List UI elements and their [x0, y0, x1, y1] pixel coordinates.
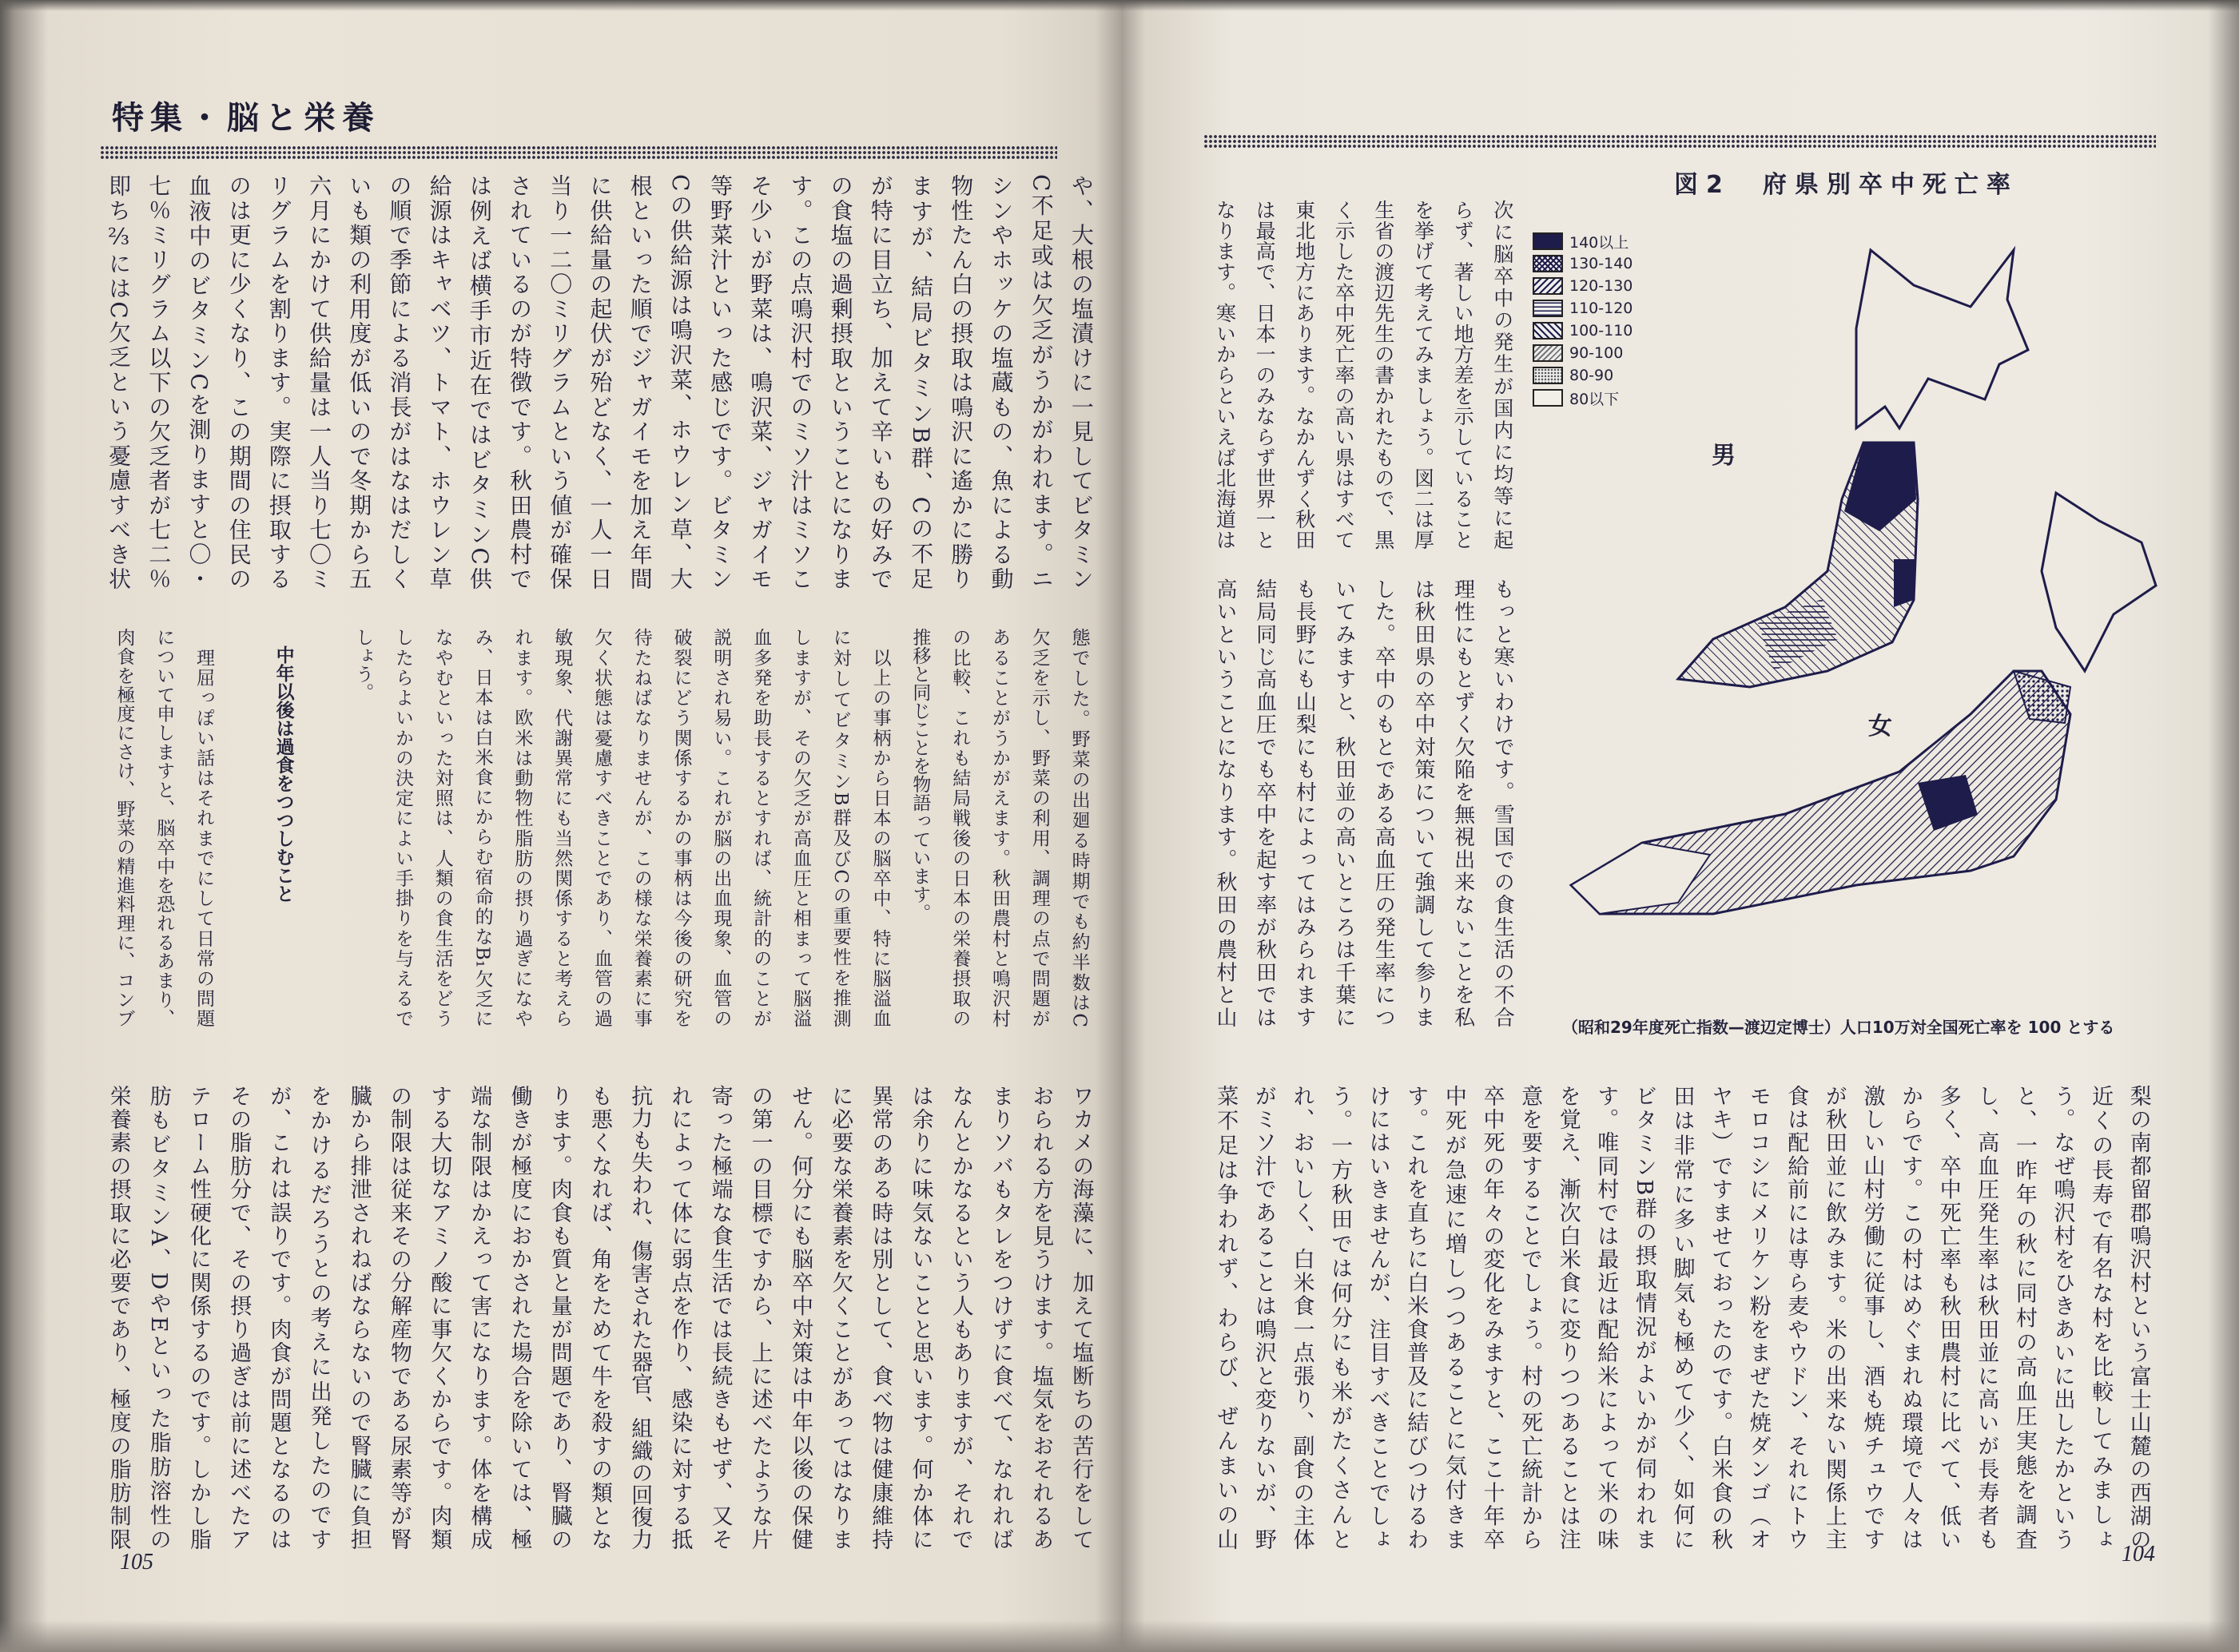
- page-number-right: 104: [2122, 1542, 2155, 1567]
- text-column: しますが、その欠乏が高血圧と相まって脳溢: [790, 628, 811, 1027]
- text-column: す。この点鳴沢村でのミソ汁はミソこ: [787, 174, 814, 590]
- text-column: も悪くなれば、角をためて牛を殺すの類とな: [587, 1085, 612, 1550]
- text-column: れます。欧米は動物性脂肪の摂り過ぎになや: [511, 628, 533, 1027]
- text-column: からです。この村はめぐまれぬ環境で人々は: [1898, 1085, 1923, 1550]
- text-column: 次に脳卒中の発生が国内に均等に起: [1490, 200, 1514, 550]
- text-column: 近くの長寿で有名な村を比較してみましょ: [2088, 1085, 2114, 1550]
- text-column: の食塩の過剰摂取ということになりま: [827, 174, 854, 590]
- text-column: 卒中死の年々の変化をみますと、ここ十年卒: [1479, 1085, 1505, 1550]
- text-column: 働きが極度におかされた場合を除いては、極: [507, 1085, 532, 1550]
- text-column: されているのが特徴です。秋田農村で: [507, 174, 534, 590]
- text-column: ますが、結局ビタミンB群、Cの不足: [908, 174, 935, 590]
- text-column: 菜不足は争われず、わらび、ぜんまいの山: [1213, 1085, 1239, 1550]
- text-column: ヤキ）ですませておったのです。白米食の秋: [1708, 1085, 1733, 1550]
- text-column: しょう。: [352, 628, 374, 701]
- text-column: 以上の事柄から日本の脳卒中、特に脳溢血: [869, 628, 891, 1027]
- text-column: C不足或は欠乏がうかがわれます。ニ: [1028, 174, 1055, 590]
- text-column: 肉食を極度にさけ、野菜の精進料理に、コンブ: [113, 628, 135, 1027]
- text-column: Cの供給源は鳴沢菜、ホウレン草、大: [666, 174, 694, 590]
- scan-edge-top: [0, 0, 2239, 11]
- text-column: 欠く状態は憂慮すべきことであり、血管の過: [591, 628, 612, 1027]
- text-column: や、大根の塩漬けに一見してビタミン: [1068, 174, 1095, 590]
- text-column: れ、おいしく、白米食一点張り、副食の主体: [1289, 1085, 1314, 1550]
- text-column: シンやホッケの塩蔵もの、魚による動: [988, 174, 1015, 590]
- text-column: あることがうかがえます。秋田農村と鳴沢村: [989, 628, 1010, 1027]
- page-number-left: 105: [120, 1550, 153, 1575]
- legend-label: 130-140: [1569, 255, 1633, 272]
- text-column: いも類の利用度が低いので冬期から五: [346, 174, 373, 590]
- japan-map-figure: [1518, 224, 2173, 959]
- text-column: 生省の渡辺先生の書かれたもので、黒: [1371, 200, 1395, 550]
- left-top-text-block: [98, 174, 1101, 590]
- text-column: した。卒中のもとである高血圧の発生率につ: [1371, 578, 1396, 1027]
- legend-label: 90-100: [1569, 344, 1624, 362]
- text-column: リグラムを割ります。実際に摂取する: [265, 174, 292, 590]
- text-column: 欠乏を示し、野菜の利用、調理の点で問題が: [1028, 628, 1050, 1027]
- text-column: 田は非常に多い脚気も極めて少く、如何に: [1669, 1085, 1695, 1550]
- dotted-rule-right: [1203, 134, 2156, 149]
- text-column: す。これを直ちに白米食普及に結びつけるわ: [1403, 1085, 1429, 1550]
- text-column: 当り一二〇ミリグラムという値が確保: [547, 174, 574, 590]
- text-column: まりソバもタレをつけずに食べて、なれれば: [988, 1085, 1013, 1550]
- text-column: をかけるだろうとの考えに出発したのです: [306, 1085, 332, 1550]
- text-column: を覚え、漸次白米食に変りつつあることは注: [1555, 1085, 1581, 1550]
- text-column: は例えば横手市近在ではビタミンC供: [466, 174, 493, 590]
- map-label-male: 男: [1712, 442, 1736, 470]
- text-column: が、これは誤りです。肉食が問題となるのは: [266, 1085, 292, 1550]
- text-column: の制限は従来その分解産物である尿素等が腎: [387, 1085, 412, 1550]
- text-column: れによって体に弱点を作り、感染に対する抵: [667, 1085, 693, 1550]
- text-column: が秋田並に飲みます。米の出来ない関係上主: [1821, 1085, 1847, 1550]
- text-column: 寄った極端な食生活では長続きもせず、又そ: [707, 1085, 733, 1550]
- text-column: 結局同じ高血圧でも卒中を起す率が秋田では: [1252, 578, 1277, 1027]
- right-top-text-block: [1205, 200, 1522, 550]
- text-column: 異常のある時は別として、食べ物は健康維持: [868, 1085, 893, 1550]
- text-column: も長野にも山梨にも村によってはみられます: [1292, 578, 1317, 1027]
- figure-title: 図2 府県別卒中死亡率: [1674, 171, 2018, 199]
- map-label-female: 女: [1868, 713, 1892, 741]
- text-column: なんとかなるという人もありますが、それで: [948, 1085, 973, 1550]
- text-column: そ少いが野菜は、鳴沢菜、ジャガイモ: [747, 174, 774, 590]
- text-column: 食は配給前には専ら麦やウドン、それにトウ: [1784, 1085, 1809, 1550]
- text-column: 破裂にどう関係するかの事柄は今後の研究を: [670, 628, 692, 1027]
- text-column: テローム性硬化に関係するのです。しかし脂: [186, 1085, 211, 1550]
- text-column: がミソ汁であることは鳴沢と変りないが、野: [1251, 1085, 1276, 1550]
- text-column: す。唯同村では最近は配給米によって米の味: [1593, 1085, 1619, 1550]
- text-column: 中死が急速に増しつつあることに気付きま: [1441, 1085, 1466, 1551]
- section-heading: 中年以後は過食をつつしむこと: [272, 645, 294, 903]
- legend-label: 120-130: [1569, 277, 1633, 295]
- text-column: の比較、これも結局戦後の日本の栄養摂取の: [949, 628, 971, 1027]
- text-column: と、一昨年の秋に同村の高血圧実態を調査: [2011, 1085, 2037, 1550]
- text-column: おられる方を見うけます。塩気をおそれるあ: [1028, 1085, 1054, 1550]
- left-middle-text-block: [104, 628, 1099, 1027]
- text-column: に供給量の起伏が殆どなく、一人一日: [587, 174, 614, 590]
- text-column: 激しい山村労働に従事し、酒も焼チュウです: [1859, 1085, 1885, 1550]
- text-column: 等野菜汁といった感じです。ビタミン: [707, 174, 734, 590]
- text-column: その脂肪分で、その摂り過ぎは前に述べたア: [226, 1085, 252, 1550]
- map-male-hokkaido: [1856, 250, 2028, 428]
- section-header: 特集・脳と栄養: [112, 100, 380, 137]
- right-middle-text-block: [1205, 578, 1522, 1027]
- text-column: する大切なアミノ酸に事欠くからです。肉類: [427, 1085, 452, 1550]
- text-column: ります。肉食も質と量が問題であり、腎臓の: [547, 1085, 572, 1550]
- text-column: 説明され易い。これが脳の出血現象、血管の: [710, 628, 732, 1027]
- text-column: は最高で、日本一のみならず世界一と: [1253, 200, 1277, 550]
- text-column: もっと寒いわけです。雪国での食生活の不合: [1490, 578, 1515, 1027]
- text-column: し、高血圧発生率は秋田並に高いが長寿者も: [1974, 1085, 1999, 1550]
- text-column: 高いということになります。秋田の農村と山: [1212, 578, 1237, 1027]
- text-column: 給源はキャベツ、トマト、ホウレン草: [426, 174, 453, 590]
- text-column: 六月にかけて供給量は一人当り七〇ミ: [306, 174, 333, 590]
- text-column: 東北地方にあります。なかんずく秋田: [1292, 200, 1316, 550]
- text-column: が特に目立ち、加えて辛いもの好みで: [867, 174, 894, 590]
- text-column: 栄養素の摂取に必要であり、極度の脂肪制限: [105, 1085, 131, 1550]
- text-column: 多く、卒中死亡率も秋田農村に比べて、低い: [1935, 1085, 1961, 1550]
- text-column: 血液中のビタミンCを測りますと〇・: [185, 174, 213, 590]
- left-bottom-text-block: [98, 1085, 1101, 1550]
- text-column: を挙げて考えてみましょう。図二は厚: [1411, 200, 1435, 550]
- text-column: 臓から排泄されねばならないので腎臓に負担: [346, 1085, 372, 1550]
- text-column: 敏現象、代謝異常にも当然関係すると考えら: [551, 628, 573, 1027]
- text-column: けにはいきませんが、注目すべきことでしょ: [1365, 1085, 1390, 1550]
- text-column: ワカメの海藻に、加えて塩断ちの苦行をして: [1068, 1085, 1094, 1550]
- text-column: 理屈っぽい話はそれまでにして日常の問題: [193, 628, 214, 1027]
- figure-caption: （昭和29年度死亡指数—渡辺定博士）人口10万対全国死亡率を 100 とする: [1562, 1018, 2115, 1037]
- text-column: に対してビタミンB群及びCの重要性を推測: [829, 628, 851, 1027]
- text-column: 七％ミリグラム以下の欠乏者が七二％: [145, 174, 173, 590]
- right-bottom-text-block: [1207, 1085, 2157, 1550]
- scan-edge-bottom: [0, 1620, 2239, 1652]
- text-column: の順で季節による消長がはなはだしく: [386, 174, 413, 590]
- text-column: の第一の目標ですから、上に述べたような片: [747, 1085, 773, 1550]
- text-column: せん。何分にも脳卒中対策は中年以後の保健: [788, 1085, 813, 1550]
- text-column: は秋田県の卒中対策について強調して参りま: [1410, 578, 1435, 1027]
- text-column: は余りに味気ないことと思います。何か体に: [908, 1085, 933, 1550]
- map-male-region-hatched: [1894, 559, 1916, 607]
- text-column: について申しますと、脳卒中を恐れるあまり、: [153, 628, 175, 1027]
- legend-label: 100-110: [1569, 322, 1633, 340]
- map-female-hokkaido: [2042, 493, 2156, 671]
- legend-label: 140以上: [1569, 233, 1629, 252]
- text-column: 血多発を助長するとすれば、統計的のことが: [750, 628, 772, 1027]
- text-column: 待たねばなりませんが、この様な栄養素に事: [630, 628, 652, 1027]
- text-column: み、日本は白米食にからむ宿命的なB₁欠乏に: [471, 628, 493, 1027]
- text-column: 肪もビタミンA、DやEといった脂肪溶性の: [145, 1085, 171, 1550]
- legend-label: 80以下: [1569, 390, 1620, 408]
- text-column: 抗力も失われ、傷害された器官、組織の回復力: [627, 1085, 653, 1550]
- text-column: 梨の南都留郡鳴沢村という富士山麓の西湖の: [2126, 1085, 2151, 1550]
- text-column: う。なぜ鳴沢村をひきあいに出したかという: [2050, 1085, 2075, 1550]
- text-column: 物性たん白の摂取は鳴沢に遙かに勝り: [948, 174, 975, 590]
- text-column: いてみますと、秋田並の高いところは千葉に: [1331, 578, 1356, 1027]
- text-column: 根といった順でジャガイモを加え年間: [626, 174, 654, 590]
- text-column: に必要な栄養素を欠くことがあってはなりま: [828, 1085, 853, 1550]
- text-column: 理性にもとずく欠陥を無視出来ないことを私: [1450, 578, 1475, 1027]
- text-column: らず、著しい地方差を示していること: [1451, 200, 1475, 550]
- text-column: う。一方秋田では何分にも米がたくさんと: [1327, 1085, 1353, 1550]
- legend-label: 110-120: [1569, 300, 1633, 317]
- text-column: 端な制限はかえって害になります。体を構成: [467, 1085, 492, 1550]
- text-column: のは更に少くなり、この期間の住民の: [225, 174, 253, 590]
- text-column: なります。寒いからといえば北海道は: [1213, 200, 1237, 550]
- text-column: したらよいかの決定によい手掛りを与えるで: [392, 628, 413, 1027]
- text-column: 推移と同じことを物語っています。: [909, 628, 931, 922]
- text-column: 態でした。野菜の出廻る時期でも約半数はC: [1068, 628, 1090, 1027]
- text-column: モロコシにメリケン粉をまぜた焼ダンゴ（オ: [1745, 1085, 1771, 1550]
- text-column: 意を要することでしょう。村の死亡統計から: [1517, 1085, 1543, 1550]
- dotted-rule-left: [100, 145, 1057, 160]
- text-column: ビタミンB群の摂取情況がよいかが伺われま: [1631, 1085, 1656, 1550]
- legend-label: 80-90: [1569, 367, 1614, 384]
- text-column: なやむといった対照は、人類の食生活をどう: [431, 628, 453, 1027]
- text-column: く示した卒中死亡率の高い県はすべて: [1332, 200, 1356, 550]
- text-column: 即ち⅔にはC欠乏という憂慮すべき状: [105, 174, 133, 590]
